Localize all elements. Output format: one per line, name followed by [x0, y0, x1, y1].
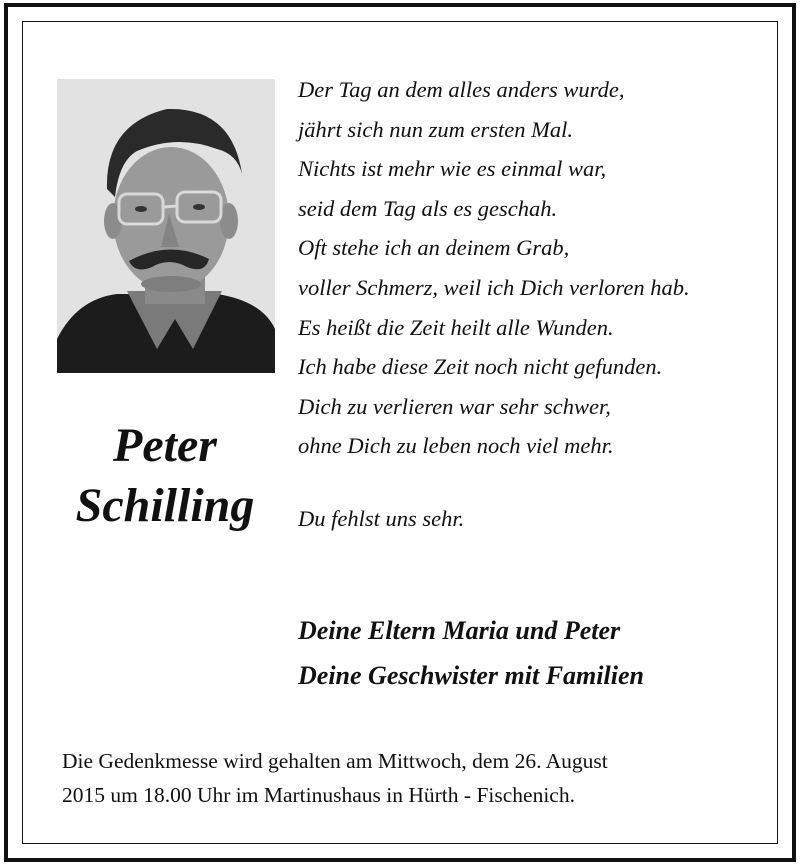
- poem-line: ohne Dich zu leben noch viel mehr.: [298, 433, 614, 459]
- poem-line: seid dem Tag als es geschah.: [298, 195, 558, 221]
- notice-line: 2015 um 18.00 Uhr im Martinushaus in Hürth - Fischenich.: [62, 783, 575, 807]
- mourners-siblings: Deine Geschwister mit Familien: [298, 661, 644, 690]
- portrait-photo: [57, 79, 275, 373]
- mourners-parents: Deine Eltern Maria und Peter: [298, 616, 621, 645]
- memorial-mass-notice: [62, 744, 608, 812]
- poem-line: Oft stehe ich an deinem Grab,: [298, 235, 570, 261]
- poem-line: Ich habe diese Zeit noch nicht gefunden.: [298, 354, 663, 380]
- poem-line: Nichts ist mehr wie es einmal war,: [298, 156, 607, 182]
- poem-line: voller Schmerz, weil ich Dich verloren hab.: [298, 274, 690, 300]
- poem-line: jährt sich nun zum ersten Mal.: [298, 116, 573, 142]
- deceased-last-name: Schilling: [75, 479, 255, 532]
- poem-closing: Du fehlst uns sehr.: [298, 506, 465, 531]
- notice-line: Die Gedenkmesse wird gehalten am Mittwoch, dem 26. August: [62, 749, 608, 773]
- deceased-first-name: Peter: [113, 419, 217, 472]
- poem-line: Dich zu verlieren war sehr schwer,: [298, 393, 611, 419]
- poem-line: Der Tag an dem alles anders wurde,: [298, 77, 625, 102]
- memorial-poem: [298, 70, 690, 466]
- poem-line: Es heißt die Zeit heilt alle Wunden.: [298, 314, 614, 340]
